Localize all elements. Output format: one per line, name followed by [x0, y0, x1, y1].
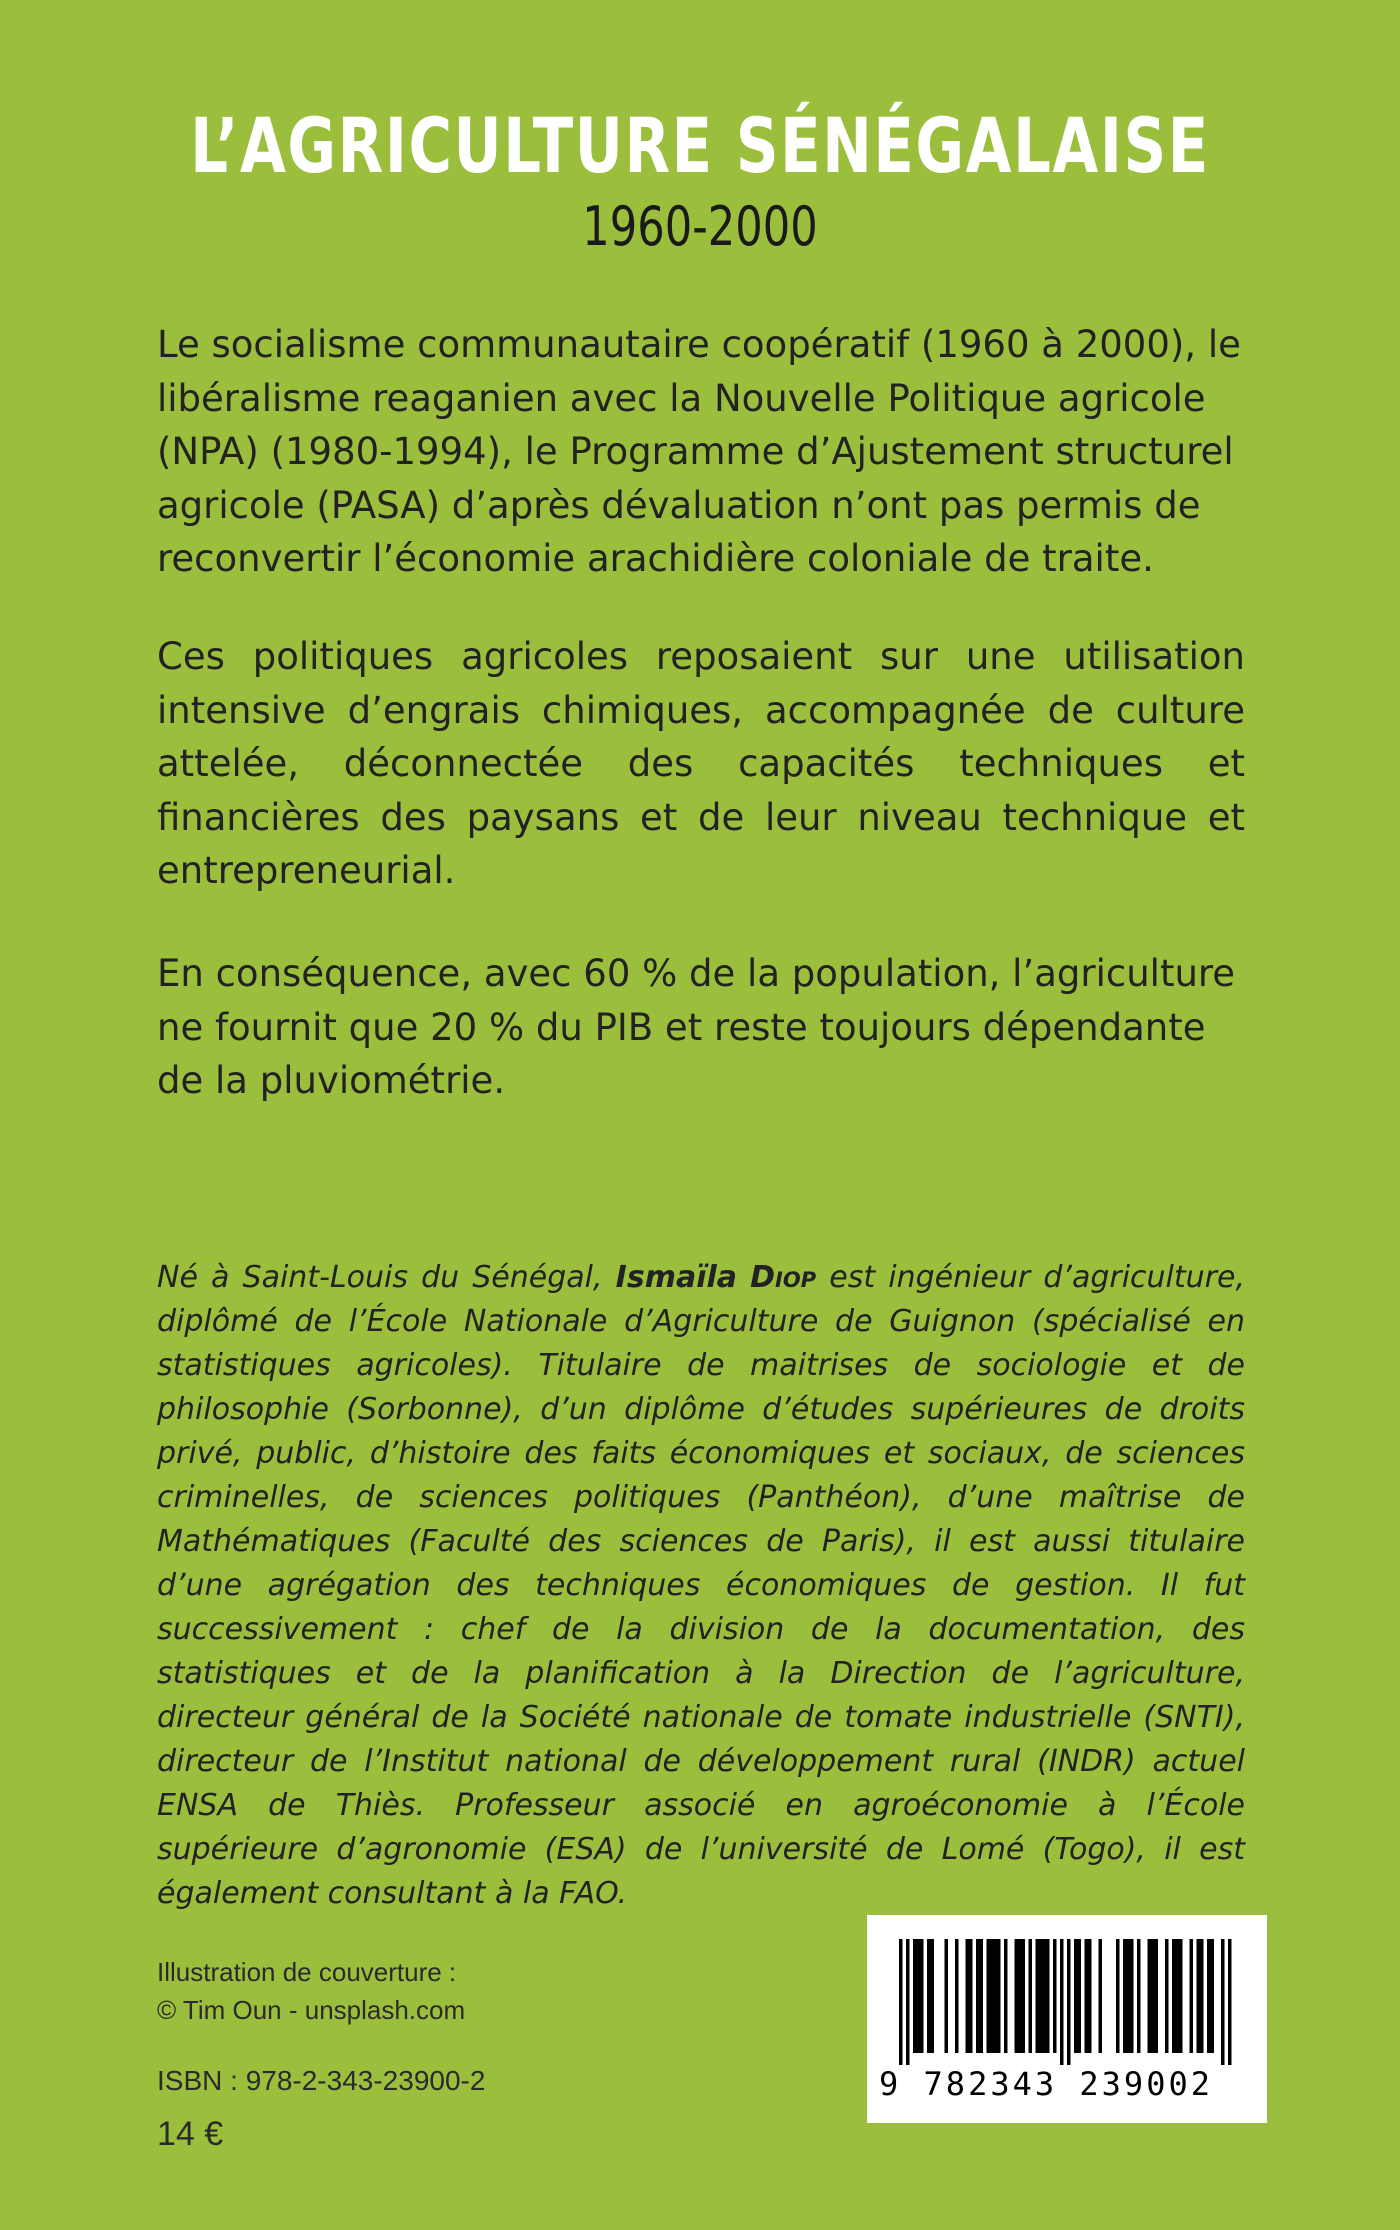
isbn-number: ISBN : 978-2-343-23900-2 [157, 2065, 486, 2096]
barcode-bar [1043, 1939, 1047, 2053]
barcode-bar [906, 1939, 910, 2065]
barcode-bar [1190, 1939, 1194, 2053]
barcode-bar [1137, 1939, 1141, 2053]
barcode-bar [1036, 1939, 1040, 2053]
barcode-bar [1179, 1939, 1183, 2053]
barcode-bar [1123, 1939, 1127, 2053]
barcode-bar [1197, 1939, 1201, 2053]
author-biography [157, 1256, 1245, 1916]
barcode-bar [1099, 1939, 1103, 2053]
barcode-bar [1074, 1939, 1078, 2053]
summary-paragraph-1: Le socialisme communautaire coopératif (1960 à 2000), le libéralisme reaganien avec la Nouvelle Politique agricole (NPA) (1980-1994), le Programme d’Ajustement structurel agricole (PASA) d’après dévaluation n’ont pas permis de reconvertir l’économie arachidière coloniale de traite. [157, 323, 1241, 580]
summary-paragraph-3: En conséquence, avec 60 % de la population, l’agriculture ne fournit que 20 % du PIB et reste toujours dépendante de la pluviométrie. [157, 952, 1236, 1102]
cover-illustration-credit [157, 1953, 465, 2029]
barcode-bar [1029, 1939, 1033, 2053]
barcode-digits: 9 782343 239002 [879, 2065, 1213, 2103]
barcode-bar [994, 1939, 998, 2053]
barcode-bar [1085, 1939, 1089, 2053]
barcode-bar [1015, 1939, 1019, 2053]
barcode-bar [1221, 1939, 1225, 2065]
barcode-bar [987, 1939, 991, 2053]
barcode-bars [867, 1915, 1267, 2065]
barcode-bar [980, 1939, 984, 2053]
barcode-bar [1053, 1939, 1057, 2053]
barcode-bar [1022, 1939, 1026, 2053]
author-last-name: Diop [750, 1260, 817, 1295]
barcode-bar [976, 1939, 980, 2053]
bio-text: est ingénieur d’agriculture, diplômé de l’École Nationale d’Agriculture de Guignon (spécialisé en statistiques agricoles). Titulaire de maitrises de sociologie et de philosophie (Sorbonne), d’un diplôme d’études supérieures de droits privé, public, d’histoire des faits économiques et sociaux, de sciences criminelles, de sciences politiques (Panthéon), d’une maîtrise de Mathématiques (Faculté des sciences de Paris), il est aussi titulaire d’une agrégation des techniques économiques de gestion. Il fut successivement : chef de la division de la documentation, des statistiques et de la planification à la Direction de l’agriculture, directeur général de la Société nationale de tomate industrielle (SNTI), directeur de l’Institut national de développement rural (INDR) actuel ENSA de Thiès. Professeur associé en agroéconomie à l’École supérieure d’agronomie (ESA) de l’université de Lomé (Togo), il est également consultant à la FAO. [157, 1260, 1245, 1911]
barcode-bar [1211, 1939, 1215, 2053]
barcode-bar [931, 1939, 935, 2053]
barcode-bar [927, 1939, 931, 2053]
barcode-bar [1060, 1939, 1064, 2065]
barcode-bar [1039, 1939, 1043, 2053]
barcode-bar [1004, 1939, 1008, 2053]
book-subtitle-years: 1960-2000 [582, 195, 818, 258]
barcode-bar [966, 1939, 970, 2053]
barcode-bar [1046, 1939, 1050, 2053]
barcode-bar [913, 1939, 917, 2053]
credit-line-2: © Tim Oun - unsplash.com [157, 1995, 466, 2025]
barcode-bar [997, 1939, 1001, 2053]
barcode-bar [1067, 1939, 1071, 2065]
barcode-bar [899, 1939, 903, 2065]
barcode-bar [955, 1939, 959, 2053]
barcode-bar [1130, 1939, 1134, 2053]
barcode-bar [1172, 1939, 1176, 2053]
summary-paragraph-2: Ces politiques agricoles reposaient sur une utilisation intensive d’engrais chimiques, accompagnée de culture attelée, déconnectée des capacités techniques et financières des paysans et de leur niveau technique et entrepreneurial. [157, 635, 1245, 892]
bio-intro: Né à Saint-Louis du Sénégal, [157, 1260, 616, 1295]
barcode-bar [945, 1939, 949, 2053]
barcode-bar [917, 1939, 921, 2053]
price: 14 € [157, 2115, 224, 2153]
barcode-bar [1207, 1939, 1211, 2053]
barcode-bar [1228, 1939, 1232, 2065]
barcode-bar [1176, 1939, 1180, 2053]
barcode-bar [969, 1939, 973, 2053]
barcode-bar [1018, 1939, 1022, 2053]
barcode-bar [920, 1939, 924, 2053]
barcode-bar [1088, 1939, 1092, 2053]
barcode-bar [1200, 1939, 1204, 2053]
barcode-bar [1148, 1939, 1152, 2053]
barcode-bar [990, 1939, 994, 2053]
author-first-name: Ismaïla [615, 1260, 738, 1295]
barcode-bar [1116, 1939, 1120, 2053]
book-title: L’AGRICULTURE SÉNÉGALAISE [190, 101, 1210, 190]
barcode-bar [1151, 1939, 1155, 2053]
barcode [867, 1915, 1267, 2123]
barcode-bar [1155, 1939, 1159, 2053]
barcode-bar [1165, 1939, 1169, 2053]
barcode-bar [1127, 1939, 1131, 2053]
barcode-bar [1078, 1939, 1082, 2053]
credit-line-1: Illustration de couverture : [157, 1957, 457, 1987]
